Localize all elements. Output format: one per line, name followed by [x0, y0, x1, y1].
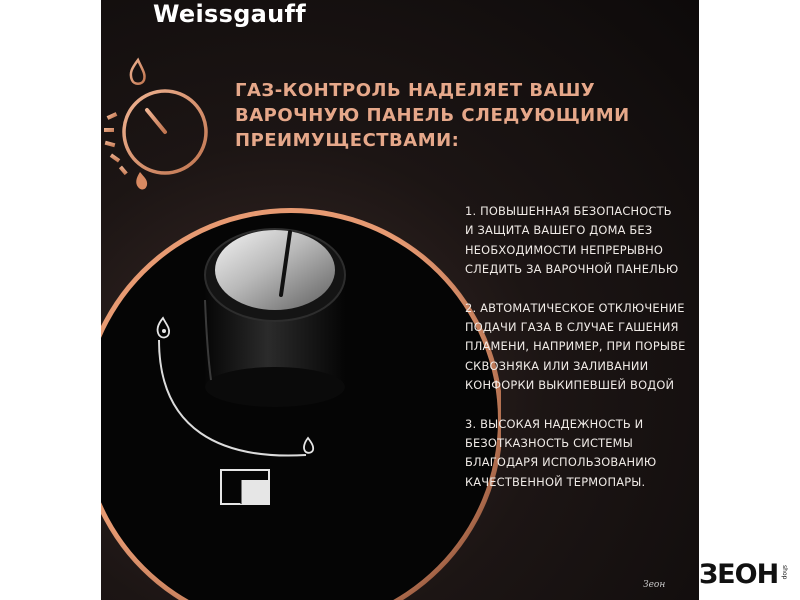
benefit-item [465, 202, 695, 280]
benefit-line: СЛЕДИТЬ ЗА ВАРОЧНОЙ ПАНЕЛЬЮ [465, 262, 679, 277]
watermark-text: Зеон [643, 580, 666, 590]
brand-logo-text: Weissgauff [153, 0, 307, 28]
benefit-line: 2. АВТОМАТИЧЕСКОЕ ОТКЛЮЧЕНИЕ [465, 300, 685, 315]
benefit-line: И ЗАЩИТА ВАШЕГО ДОМА БЕЗ [465, 223, 653, 238]
gas-knob [101, 180, 501, 600]
headline [235, 78, 655, 153]
benefit-line: 3. ВЫСОКАЯ НАДЕЖНОСТЬ И [465, 416, 644, 431]
benefit-line: 1. ПОВЫШЕННАЯ БЕЗОПАСНОСТЬ [465, 204, 672, 218]
benefit-line: КОНФОРКИ ВЫКИПЕВШЕЙ ВОДОЙ [465, 378, 675, 393]
headline-line: ГАЗ-КОНТРОЛЬ НАДЕЛЯЕТ ВАШУ [235, 80, 596, 101]
headline-line: ВАРОЧНУЮ ПАНЕЛЬ СЛЕДУЮЩИМИ [235, 105, 630, 126]
benefit-line: СКВОЗНЯКА ИЛИ ЗАЛИВАНИИ [465, 358, 649, 373]
store-logo-side-text: shop [781, 565, 788, 580]
benefit-line: ПЛАМЕНИ, НАПРИМЕР, ПРИ ПОРЫВЕ [465, 339, 686, 354]
flame-timer-icon [101, 50, 221, 200]
store-logo-text: ЗЕОН [699, 559, 779, 590]
benefit-line: КАЧЕСТВЕННОЙ ТЕРМОПАРЫ. [465, 474, 646, 489]
benefit-line: БЕЗОТКАЗНОСТЬ СИСТЕМЫ [465, 436, 633, 451]
benefits-list [465, 202, 695, 511]
benefit-line: БЛАГОДАРЯ ИСПОЛЬЗОВАНИЮ [465, 455, 657, 470]
headline-line: ПРЕИМУЩЕСТВАМИ: [235, 130, 460, 151]
benefit-item [465, 415, 695, 493]
promo-panel [101, 0, 699, 600]
benefit-line: ПОДАЧИ ГАЗА В СЛУЧАЕ ГАШЕНИЯ [465, 320, 679, 335]
store-logo [697, 553, 800, 593]
benefit-item [465, 299, 695, 396]
benefit-line: НЕОБХОДИМОСТИ НЕПРЕРЫВНО [465, 242, 664, 257]
